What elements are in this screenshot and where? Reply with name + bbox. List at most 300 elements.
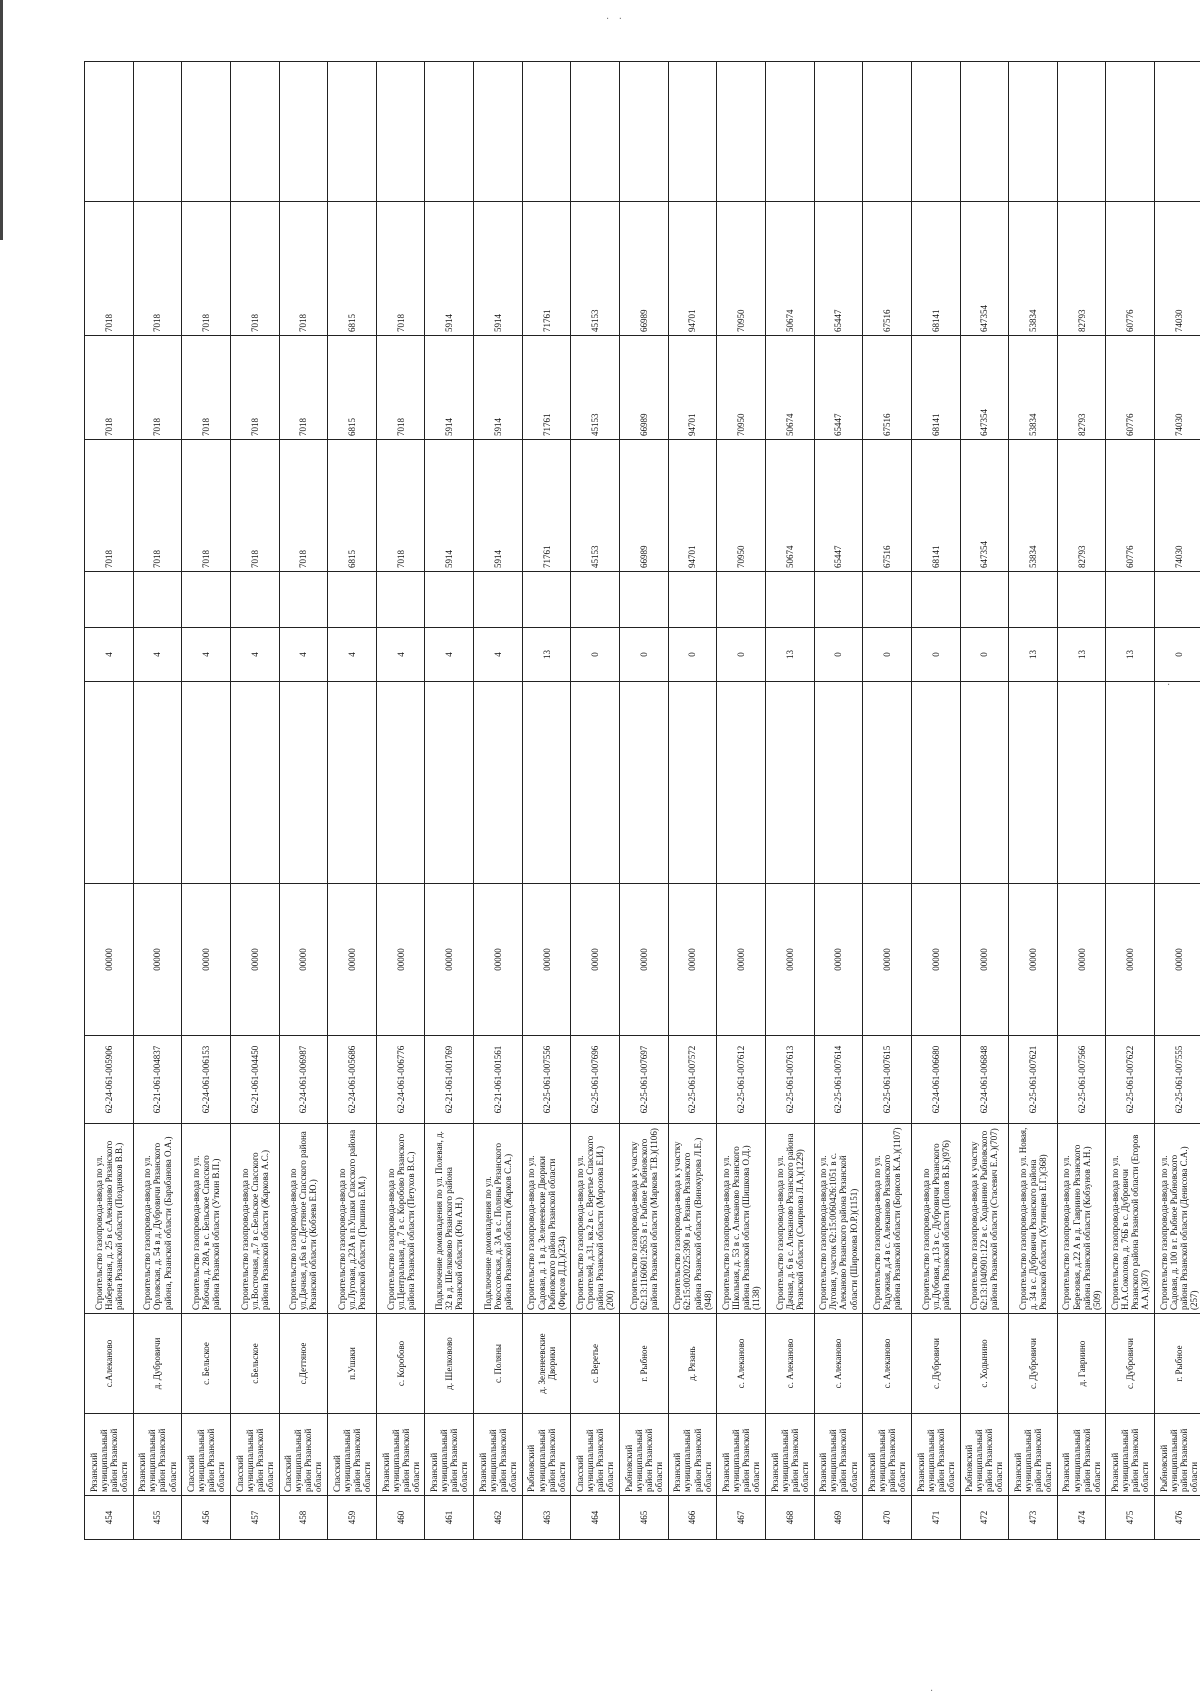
district-cell: Рязанский муниципальный район Рязанской области [1009, 1414, 1058, 1496]
object-code-cell: 62-24-061-006153 [182, 1036, 231, 1124]
settlement-cell: с.Бельское [230, 1314, 279, 1414]
description-cell: Строительство газопровода-ввода к участку 62:13:1160601:2653 в г. Рыбное Рыбновского района Рязанской области (Маркова Т.В.)(1106) [620, 1124, 669, 1314]
empty-cell [1009, 62, 1058, 202]
table-row [1155, 62, 1200, 1540]
value-cell: 45153 [571, 336, 620, 440]
category-cell: 0 [863, 628, 912, 682]
district-cell: Спасский муниципальный район Рязанской области [328, 1414, 377, 1496]
empty-cell [620, 62, 669, 202]
empty-cell [1155, 62, 1200, 202]
row-number: 456 [182, 1496, 231, 1540]
table-row [765, 62, 814, 1540]
row-number: 457 [230, 1496, 279, 1540]
settlement-cell: с. Ходынино [960, 1314, 1009, 1414]
district-cell: Рязанский муниципальный район Рязанской области [1106, 1414, 1155, 1496]
district-cell: Рыбновский муниципальный район Рязанской области [620, 1414, 669, 1496]
description-cell: Строительство газопровода-ввода по ул. Орловская, д. 54 в д. Дубровичи Рязанского района, Рязанской области (Барабанова О.А.) [133, 1124, 182, 1314]
value-cell: 5914 [425, 440, 474, 572]
district-cell: Спасский муниципальный район Рязанской области [279, 1414, 328, 1496]
empty-cell [133, 572, 182, 628]
value-cell: 7018 [85, 336, 134, 440]
value-cell: 647354 [960, 440, 1009, 572]
district-cell: Рязанский муниципальный район Рязанской области [668, 1414, 717, 1496]
description-cell: Строительство газопровода-ввода по ул.Луговая, д.23А в п.Ушаки Спасского района Рязанской области (Гришина Е.М.) [328, 1124, 377, 1314]
district-cell: Рязанский муниципальный район Рязанской области [85, 1414, 134, 1496]
row-number: 461 [425, 1496, 474, 1540]
table-row [376, 62, 425, 1540]
object-code-cell: 62-25-061-007572 [668, 1036, 717, 1124]
description-cell: Строительство газопровода-ввода к участку 62:15:0020225:390 в д. Рязань Рязанского района Рязанской области (Винокурова Л.Е.)(948) [668, 1124, 717, 1314]
empty-cell [571, 572, 620, 628]
object-code-cell: 62-25-061-007566 [1057, 1036, 1106, 1124]
district-cell: Рязанский муниципальный район Рязанской области [863, 1414, 912, 1496]
empty-cell [765, 62, 814, 202]
code-zeros-cell: 00000 [182, 884, 231, 1036]
row-number: 469 [814, 1496, 863, 1540]
category-cell: 0 [620, 628, 669, 682]
empty-cell [911, 682, 960, 884]
category-cell: 0 [571, 628, 620, 682]
code-zeros-cell: 00000 [1155, 884, 1200, 1036]
category-cell: 0 [668, 628, 717, 682]
empty-cell [182, 682, 231, 884]
settlement-cell: с. Алеканово [717, 1314, 766, 1414]
empty-cell [425, 62, 474, 202]
value-cell: 45153 [571, 440, 620, 572]
value-cell: 5914 [425, 336, 474, 440]
value-cell: 82793 [1057, 440, 1106, 572]
district-cell: Рязанский муниципальный район Рязанской области [814, 1414, 863, 1496]
value-cell: 5914 [474, 336, 523, 440]
object-code-cell: 62-24-061-005906 [85, 1036, 134, 1124]
empty-cell [133, 682, 182, 884]
value-cell: 67516 [863, 440, 912, 572]
value-cell: 50674 [765, 440, 814, 572]
empty-cell [522, 682, 571, 884]
empty-cell [328, 62, 377, 202]
empty-cell [522, 572, 571, 628]
category-cell: 4 [279, 628, 328, 682]
description-cell: Строительство газопровода-ввода по ул.Дачная, д.6а в с.Деттяное Спасского района Рязанской области (Кобзева Е.Ю.) [279, 1124, 328, 1314]
empty-cell [1155, 682, 1200, 884]
object-code-cell: 62-25-061-007555 [1155, 1036, 1200, 1124]
value-cell: 70950 [717, 336, 766, 440]
code-zeros-cell: 00000 [863, 884, 912, 1036]
empty-cell [230, 682, 279, 884]
code-zeros-cell: 00000 [814, 884, 863, 1036]
description-cell: Строительство газопровода-ввода по ул. Радужная, д.4 в с. Алеканово Рязанского района Рязанской области (Борисов К.А.)(1107) [863, 1124, 912, 1314]
table-row [571, 62, 620, 1540]
row-number: 476 [1155, 1496, 1200, 1540]
category-cell: 4 [474, 628, 523, 682]
code-zeros-cell: 00000 [1106, 884, 1155, 1036]
empty-cell [85, 682, 134, 884]
description-cell: Строительство газопровода-ввода по ул.Центральная, д. 7 в с. Коробово Рязанского района Рязанской области (Петухов В.С.) [376, 1124, 425, 1314]
table-row [620, 62, 669, 1540]
empty-cell [1106, 62, 1155, 202]
description-cell: Строительство газопровода-ввода к участку 62:13:1040901:122 в с. Ходынино Рыбновского района Рязанской области (Стасевич Е.А.)(707) [960, 1124, 1009, 1314]
district-cell: Рыбновский муниципальный район Рязанской области [1155, 1414, 1200, 1496]
empty-cell [911, 572, 960, 628]
category-cell: 4 [230, 628, 279, 682]
code-zeros-cell: 00000 [1057, 884, 1106, 1036]
category-cell: 4 [328, 628, 377, 682]
empty-cell [279, 682, 328, 884]
empty-cell [522, 62, 571, 202]
description-cell: Строительство газопровода-ввода по ул. Школьная, д. 53 в с. Алеканово Рязанского района Рязанской области (Шишкова О.Д.)(1138) [717, 1124, 766, 1314]
value-cell: 7018 [376, 336, 425, 440]
table-row [425, 62, 474, 1540]
district-cell: Рязанский муниципальный район Рязанской области [133, 1414, 182, 1496]
empty-cell [425, 682, 474, 884]
value-cell: 7018 [182, 336, 231, 440]
empty-cell [863, 62, 912, 202]
empty-cell [1009, 572, 1058, 628]
value-cell: 647354 [960, 202, 1009, 336]
value-cell: 7018 [279, 202, 328, 336]
code-zeros-cell: 00000 [1009, 884, 1058, 1036]
district-cell: Рязанский муниципальный район Рязанской области [474, 1414, 523, 1496]
category-cell: 4 [133, 628, 182, 682]
district-cell: Рязанский муниципальный район Рязанской области [717, 1414, 766, 1496]
value-cell: 94701 [668, 440, 717, 572]
code-zeros-cell: 00000 [765, 884, 814, 1036]
value-cell: 94701 [668, 336, 717, 440]
value-cell: 5914 [474, 440, 523, 572]
code-zeros-cell: 00000 [230, 884, 279, 1036]
empty-cell [863, 572, 912, 628]
value-cell: 7018 [230, 336, 279, 440]
description-cell: Строительство газопровода-ввода по ул. Н.А.Соколова, д. 76Б в с. Дубровичи Рязанского района Рязанской области (Егоров А.А.)(307) [1106, 1124, 1155, 1314]
row-number: 465 [620, 1496, 669, 1540]
empty-cell [425, 572, 474, 628]
empty-cell [376, 572, 425, 628]
category-cell: 13 [1057, 628, 1106, 682]
value-cell: 71761 [522, 336, 571, 440]
value-cell: 71761 [522, 440, 571, 572]
row-number: 460 [376, 1496, 425, 1540]
value-cell: 647354 [960, 336, 1009, 440]
code-zeros-cell: 00000 [376, 884, 425, 1036]
row-number: 471 [911, 1496, 960, 1540]
gas-connection-table [84, 61, 1200, 1540]
code-zeros-cell: 00000 [960, 884, 1009, 1036]
settlement-cell: д. Гавриино [1057, 1314, 1106, 1414]
row-number: 459 [328, 1496, 377, 1540]
district-cell: Спасский муниципальный район Рязанской области [182, 1414, 231, 1496]
value-cell: 53834 [1009, 440, 1058, 572]
empty-cell [279, 62, 328, 202]
settlement-cell: с.Деттяное [279, 1314, 328, 1414]
table-row [1009, 62, 1058, 1540]
value-cell: 60776 [1106, 440, 1155, 572]
district-cell: Спасский муниципальный район Рязанской области [230, 1414, 279, 1496]
category-cell: 4 [425, 628, 474, 682]
value-cell: 66989 [620, 336, 669, 440]
description-cell: Строительство газопровода-ввода по ул.Восточная, д.7 в с.Бельское Спасского района Рязанской области (Жаркова А.С.) [230, 1124, 279, 1314]
table-row [328, 62, 377, 1540]
empty-cell [863, 682, 912, 884]
empty-cell [960, 62, 1009, 202]
value-cell: 53834 [1009, 202, 1058, 336]
object-code-cell: 62-24-061-005686 [328, 1036, 377, 1124]
value-cell: 45153 [571, 202, 620, 336]
object-code-cell: 62-25-061-007614 [814, 1036, 863, 1124]
district-cell: Рязанский муниципальный район Рязанской области [1057, 1414, 1106, 1496]
empty-cell [668, 682, 717, 884]
settlement-cell: с. Бельское [182, 1314, 231, 1414]
description-cell: Строительство газопровода-ввода по ул. Садовая, д. 1 в д. Зеленеевские Дворики Рыбновского района Рязанской области (Фирсов Д.Д.)(234) [522, 1124, 571, 1314]
table-row [522, 62, 571, 1540]
code-zeros-cell: 00000 [133, 884, 182, 1036]
empty-cell [182, 62, 231, 202]
settlement-cell: д. Зеленеевские Дворики [522, 1314, 571, 1414]
description-cell: Строительство газопровода-ввода по ул. Набережная, д. 25 в с.Алеканово Рязанского района Рязанской области (Поздняков В.В.) [85, 1124, 134, 1314]
row-number: 464 [571, 1496, 620, 1540]
district-cell: Спасский муниципальный район Рязанской области [571, 1414, 620, 1496]
empty-cell [85, 62, 134, 202]
row-number: 474 [1057, 1496, 1106, 1540]
category-cell: 0 [911, 628, 960, 682]
settlement-cell: с. Алеканово [863, 1314, 912, 1414]
value-cell: 67516 [863, 202, 912, 336]
description-cell: Подключение домовладения по ул. Рокоссовская, д. 3А в с. Поляны Рязанского района Рязанской области (Жарков С.А.) [474, 1124, 523, 1314]
empty-cell [765, 682, 814, 884]
table-row [911, 62, 960, 1540]
settlement-cell: с. Коробово [376, 1314, 425, 1414]
category-cell: 4 [85, 628, 134, 682]
settlement-cell: г. Рыбное [620, 1314, 669, 1414]
empty-cell [474, 572, 523, 628]
value-cell: 74030 [1155, 336, 1200, 440]
value-cell: 7018 [85, 202, 134, 336]
category-cell: 13 [1106, 628, 1155, 682]
scan-speck: · · [606, 14, 622, 25]
settlement-cell: с. Дубровичи [1009, 1314, 1058, 1414]
code-zeros-cell: 00000 [668, 884, 717, 1036]
code-zeros-cell: 00000 [474, 884, 523, 1036]
value-cell: 74030 [1155, 202, 1200, 336]
row-number: 463 [522, 1496, 571, 1540]
empty-cell [1106, 572, 1155, 628]
settlement-cell: д. Рязань [668, 1314, 717, 1414]
table-row [182, 62, 231, 1540]
table-row [668, 62, 717, 1540]
value-cell: 7018 [85, 440, 134, 572]
empty-cell [717, 62, 766, 202]
row-number: 455 [133, 1496, 182, 1540]
value-cell: 94701 [668, 202, 717, 336]
table-row [279, 62, 328, 1540]
value-cell: 7018 [133, 202, 182, 336]
empty-cell [717, 572, 766, 628]
value-cell: 7018 [230, 440, 279, 572]
value-cell: 82793 [1057, 202, 1106, 336]
empty-cell [620, 682, 669, 884]
empty-cell [182, 572, 231, 628]
value-cell: 68141 [911, 336, 960, 440]
object-code-cell: 62-24-061-006680 [911, 1036, 960, 1124]
row-number: 475 [1106, 1496, 1155, 1540]
category-cell: 0 [1155, 628, 1200, 682]
table-row [717, 62, 766, 1540]
empty-cell [376, 682, 425, 884]
value-cell: 50674 [765, 336, 814, 440]
empty-cell [1057, 572, 1106, 628]
empty-cell [571, 682, 620, 884]
value-cell: 70950 [717, 440, 766, 572]
value-cell: 7018 [230, 202, 279, 336]
value-cell: 5914 [425, 202, 474, 336]
row-number: 473 [1009, 1496, 1058, 1540]
code-zeros-cell: 00000 [522, 884, 571, 1036]
value-cell: 67516 [863, 336, 912, 440]
object-code-cell: 62-21-061-004837 [133, 1036, 182, 1124]
settlement-cell: д. Шелковово [425, 1314, 474, 1414]
table-row [960, 62, 1009, 1540]
settlement-cell: п.Ушаки [328, 1314, 377, 1414]
object-code-cell: 62-25-061-007613 [765, 1036, 814, 1124]
settlement-cell: с. Алеканово [765, 1314, 814, 1414]
table-row [1057, 62, 1106, 1540]
value-cell: 7018 [133, 440, 182, 572]
value-cell: 53834 [1009, 336, 1058, 440]
empty-cell [1009, 682, 1058, 884]
table-row [474, 62, 523, 1540]
empty-cell [474, 62, 523, 202]
object-code-cell: 62-24-061-006987 [279, 1036, 328, 1124]
rotated-table-wrapper [84, 62, 1200, 1540]
value-cell: 65447 [814, 202, 863, 336]
empty-cell [230, 572, 279, 628]
description-cell: Строительство газопровода-ввода по ул. Садовая, д. 100 в г. Рыбное Рыбновского района Рязанской области (Денисова С.А.)(257) [1155, 1124, 1200, 1314]
value-cell: 68141 [911, 202, 960, 336]
value-cell: 6815 [328, 202, 377, 336]
scan-speck: · [930, 1686, 934, 1697]
empty-cell [571, 62, 620, 202]
row-number: 470 [863, 1496, 912, 1540]
category-cell: 4 [182, 628, 231, 682]
code-zeros-cell: 00000 [85, 884, 134, 1036]
value-cell: 74030 [1155, 440, 1200, 572]
table-row [863, 62, 912, 1540]
empty-cell [765, 572, 814, 628]
district-cell: Рязанский муниципальный район Рязанской области [376, 1414, 425, 1496]
scan-page-edge [0, 0, 3, 240]
category-cell: 13 [522, 628, 571, 682]
row-number: 454 [85, 1496, 134, 1540]
empty-cell [1057, 682, 1106, 884]
value-cell: 65447 [814, 440, 863, 572]
empty-cell [960, 682, 1009, 884]
empty-cell [814, 62, 863, 202]
value-cell: 5914 [474, 202, 523, 336]
empty-cell [85, 572, 134, 628]
value-cell: 68141 [911, 440, 960, 572]
object-code-cell: 62-25-061-007697 [620, 1036, 669, 1124]
empty-cell [668, 572, 717, 628]
row-number: 472 [960, 1496, 1009, 1540]
settlement-cell: д. Дубровичи [133, 1314, 182, 1414]
object-code-cell: 62-21-061-001561 [474, 1036, 523, 1124]
object-code-cell: 62-24-061-006848 [960, 1036, 1009, 1124]
settlement-cell: с. Поляны [474, 1314, 523, 1414]
empty-cell [279, 572, 328, 628]
row-number: 468 [765, 1496, 814, 1540]
code-zeros-cell: 00000 [425, 884, 474, 1036]
table-row [1106, 62, 1155, 1540]
description-cell: Строительство газопровода-ввода по ул. Луговая, участок 62:15:0060426:1051 в с. Алеканово Рязанского района Рязанской области (Широкова Ю.Р.)(1151) [814, 1124, 863, 1314]
object-code-cell: 62-25-061-007622 [1106, 1036, 1155, 1124]
empty-cell [960, 572, 1009, 628]
description-cell: Строительство газопровода-ввода по ул.Дубовая, д.13 в с. Дубровичи Рязанского района Рязанской области (Попов В.Б.)(976) [911, 1124, 960, 1314]
category-cell: 0 [960, 628, 1009, 682]
description-cell: Строительство газопровода-ввода по ул. Дачная, д. 6 в с. Алеканово Рязанского района Рязанской области (Смирнова Л.А.)(1229) [765, 1124, 814, 1314]
empty-cell [1106, 682, 1155, 884]
empty-cell [376, 62, 425, 202]
row-number: 466 [668, 1496, 717, 1540]
empty-cell [717, 682, 766, 884]
district-cell: Рязанский муниципальный район Рязанской области [765, 1414, 814, 1496]
settlement-cell: с. Веретье [571, 1314, 620, 1414]
value-cell: 6815 [328, 336, 377, 440]
settlement-cell: с.Алеканово [85, 1314, 134, 1414]
value-cell: 7018 [376, 440, 425, 572]
description-cell: Подключение домовладения по ул. Полевая, д. 32 в д. Шелковово Рязанского района Рязанской области (Юн А.Н.) [425, 1124, 474, 1314]
code-zeros-cell: 00000 [571, 884, 620, 1036]
object-code-cell: 62-24-061-006776 [376, 1036, 425, 1124]
table-row [85, 62, 134, 1540]
object-code-cell: 62-25-061-007621 [1009, 1036, 1058, 1124]
table-row [230, 62, 279, 1540]
value-cell: 70950 [717, 202, 766, 336]
object-code-cell: 62-21-061-004450 [230, 1036, 279, 1124]
category-cell: 13 [1009, 628, 1058, 682]
empty-cell [328, 682, 377, 884]
code-zeros-cell: 00000 [328, 884, 377, 1036]
district-cell: Рыбновский муниципальный район Рязанской области [960, 1414, 1009, 1496]
district-cell: Рязанский муниципальный район Рязанской области [911, 1414, 960, 1496]
value-cell: 7018 [182, 202, 231, 336]
value-cell: 66989 [620, 202, 669, 336]
settlement-cell: с. Дубровичи [911, 1314, 960, 1414]
empty-cell [668, 62, 717, 202]
value-cell: 60776 [1106, 336, 1155, 440]
description-cell: Строительство газопровода-ввода по ул. Рабочая, д. 28А, в с. Бельское Спасского района Рязанской области (Уткин В.П.) [182, 1124, 231, 1314]
description-cell: Строительство газопровода-ввода по ул. Березовая, д.22 А в д. Гавриино Рязанского района Рязанской области (Кобзунов А.Н.)(509) [1057, 1124, 1106, 1314]
value-cell: 65447 [814, 336, 863, 440]
row-number: 458 [279, 1496, 328, 1540]
object-code-cell: 62-25-061-007612 [717, 1036, 766, 1124]
value-cell: 6815 [328, 440, 377, 572]
empty-cell [328, 572, 377, 628]
empty-cell [133, 62, 182, 202]
value-cell: 50674 [765, 202, 814, 336]
value-cell: 82793 [1057, 336, 1106, 440]
category-cell: 0 [814, 628, 863, 682]
value-cell: 7018 [376, 202, 425, 336]
empty-cell [1057, 62, 1106, 202]
empty-cell [911, 62, 960, 202]
object-code-cell: 62-25-061-007556 [522, 1036, 571, 1124]
district-cell: Рязанский муниципальный район Рязанской области [425, 1414, 474, 1496]
code-zeros-cell: 00000 [279, 884, 328, 1036]
empty-cell [814, 572, 863, 628]
description-cell: Строительство газопровода-ввода по ул. Новая, д. 34 в с. Дубровичи Рязанского района Рязанской области (Хутинцева Е.Г.)(368) [1009, 1124, 1058, 1314]
value-cell: 71761 [522, 202, 571, 336]
district-cell: Рыбновский муниципальный район Рязанской области [522, 1414, 571, 1496]
empty-cell [814, 682, 863, 884]
